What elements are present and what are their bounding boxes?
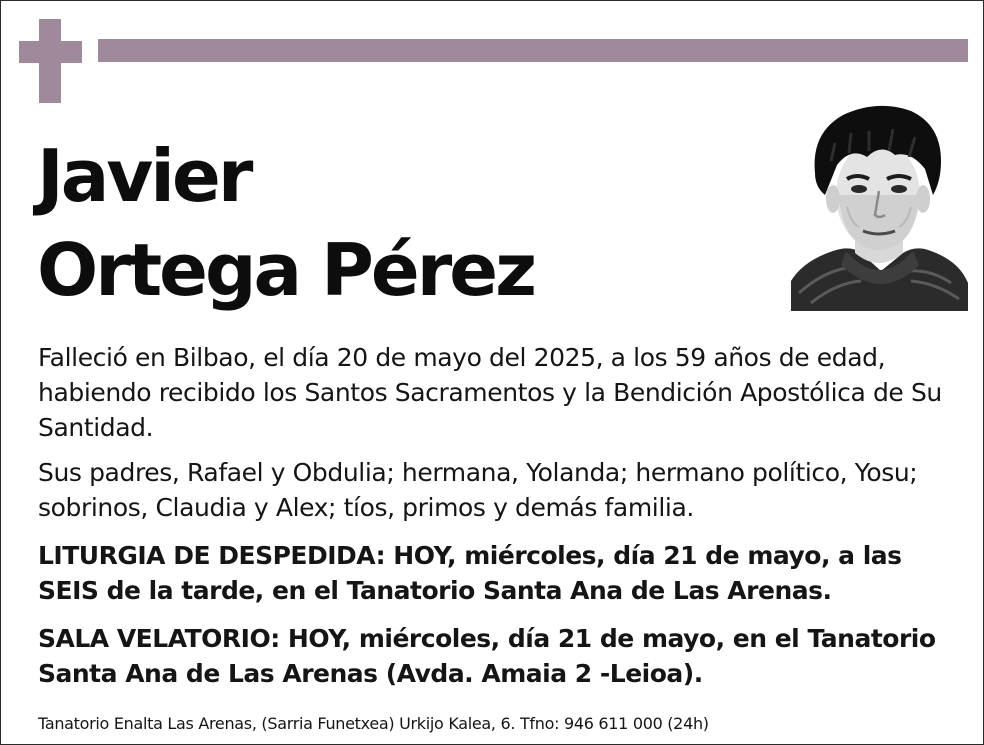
family-paragraph: Sus padres, Rafael y Obdulia; hermana, Yolanda; hermano político, Yosu; sobrinos, Claudia y Alex; tíos, primos y demás familia. [38,458,918,522]
header-rule [98,39,968,62]
deceased-surnames: Ortega Pérez [37,228,535,312]
deceased-name [37,129,534,317]
cross-horizontal-arm [19,41,82,63]
death-notice-paragraph: Falleció en Bilbao, el día 20 de mayo del 2025, a los 59 años de edad, habiendo recibido los Santos Sacramentos y la Bendición Apostólica de Su Santidad. [38,343,942,442]
wake-paragraph: SALA VELATORIO: HOY, miércoles, día 21 de mayo, en el Tanatorio Santa Ana de Las Arenas (Avda. Amaia 2 -Leioa). [38,624,936,688]
funeral-home-footer: Tanatorio Enalta Las Arenas, (Sarria Funetxea) Urkijo Kalea, 6. Tfno: 946 611 000 (24h) [38,714,709,733]
liturgy-paragraph: LITURGIA DE DESPEDIDA: HOY, miércoles, día 21 de mayo, a las SEIS de la tarde, en el Tanatorio Santa Ana de Las Arenas. [38,541,902,605]
portrait-photo [791,103,968,311]
deceased-first-name: Javier [37,134,251,218]
